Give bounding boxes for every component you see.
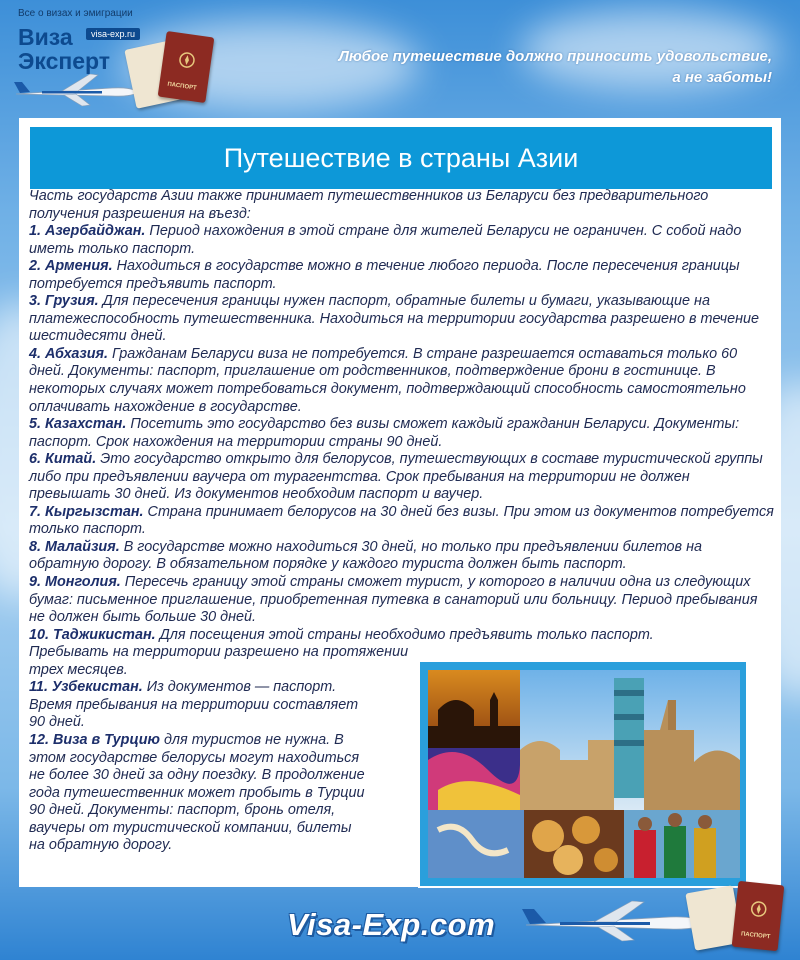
item-text: для туристов не нужна. В [159, 731, 344, 748]
passport-icon: ПАСПОРТ [158, 31, 215, 103]
item-label: 10. Таджикистан. [29, 626, 156, 643]
slogan-line-1: Любое путешествие должно приносить удовольствие, [338, 48, 772, 65]
item-label: 5. Казахстан. [29, 416, 127, 433]
list-item [29, 504, 775, 539]
item-text: В государстве можно находиться 30 дней, но только при предъявлении билетов на обратную дорогу. В обязательном порядке у каждого туриста должен быть паспорт. [29, 538, 702, 573]
item-text-line: года путешественник может пробыть в Турции [29, 784, 365, 801]
list-item [29, 293, 775, 346]
airplane-icon [520, 895, 710, 945]
item-label-link[interactable]: 12. Виза в Турцию [29, 731, 160, 748]
item-text-line: на обратную дорогу. [29, 837, 173, 854]
item-text-continued: трех месяцев. [29, 661, 128, 678]
site-footer [0, 887, 800, 960]
list-item [29, 223, 775, 258]
list-item [29, 258, 775, 293]
item-text: Посетить это государство без визы сможет каждый гражданин Беларуси. Документы: паспорт. Срок нахождения на территории страны 90 дней. [29, 416, 740, 450]
airplane-icon [12, 70, 142, 110]
item-text-line: этом государстве белорусы могут находиться [29, 749, 360, 766]
item-text: Для пересечения границы нужен паспорт, обратные билеты и бумаги, указывающие на платежеспособность путешественника. Находиться на территории государства разрешено в течение шестидесяти дней. [29, 293, 760, 345]
site-logo[interactable] [12, 22, 227, 110]
item-label: 7. Кыргызстан. [29, 503, 144, 520]
item-text: Это государство открыто для белорусов, путешествующих в составе туристической группы либо при предъявлении ваучера от турагентства. Срок пребывания на территории не должен превышать 30 дней. Из документов необходим паспорт и ваучер. [29, 451, 763, 503]
footer-site-logo[interactable]: Visa-Exp.com [287, 907, 496, 942]
item-text: Для посещения этой страны необходимо предъявить только паспорт. Пребывать на территории разрешено на протяжении [29, 626, 654, 661]
item-text: Период нахождения в этой стране для жителей Беларуси не ограничен. С собой надо иметь только паспорт. [29, 223, 742, 257]
list-item [29, 539, 775, 574]
header-slogan [339, 46, 772, 88]
asia-photo-collage [418, 660, 748, 888]
site-header [0, 0, 800, 120]
logo-url-badge: visa-exp.ru [86, 28, 140, 40]
item-text: Из документов — паспорт. [142, 679, 337, 696]
list-item [29, 346, 775, 416]
logo-word-viza: Виза [18, 24, 73, 50]
slogan-line-2: а не заботы! [672, 69, 772, 86]
item-label: 9. Монголия. [29, 574, 121, 591]
list-item [29, 574, 775, 627]
list-item [29, 627, 669, 662]
passport-icon: ПАСПОРТ [732, 881, 785, 951]
article-title: Путешествие в страны Азии [30, 127, 772, 189]
item-text-line: ваучеры от туристической компании, билеты [29, 819, 352, 836]
item-text: Находиться в государстве можно в течение любого периода. После пересечения границы потребуется предъявить паспорт. [29, 258, 740, 292]
item-text-line: 90 дней. Документы: паспорт, бронь отеля, [29, 802, 336, 819]
item-label: 1. Азербайджан. [29, 223, 146, 240]
item-label: 6. Китай. [29, 451, 97, 468]
item-label: 3. Грузия. [29, 293, 99, 310]
header-tagline: Все о визах и эмиграции [18, 8, 133, 19]
item-text: Пересечь границу этой страны сможет турист, у которого в наличии одна из следующих бумаг: письменное приглашение, приобретенная путевка в санаторий или больницу. Период пребывания не должен быть больше 30 дней. [29, 574, 758, 626]
item-text-line: Время пребывания на территории составляет [29, 696, 359, 713]
item-text-line: 90 дней. [29, 714, 85, 731]
logo-word-expert: Эксперт [18, 48, 111, 74]
item-text: Гражданам Беларуси виза не потребуется. В стране разрешается оставаться только 60 дней. Документы: паспорт, приглашение от родственников, подтверждение брони в гостинице. В некоторых случаях может потребоваться документ, подтверждающий способность самостоятельно оплачивать нахождение в государстве. [29, 345, 746, 415]
list-item [29, 416, 775, 451]
collage-image [428, 670, 740, 878]
item-label: 4. Абхазия. [29, 345, 109, 362]
article-intro: Часть государств Азии также принимает путешественников из Беларуси без предварительного получения разрешения на въезд: [29, 188, 709, 222]
list-item [29, 451, 775, 504]
item-text: Страна принимает белорусов на 30 дней без визы. При этом из документов потребуется только паспорт. [29, 503, 774, 538]
item-label: 11. Узбекистан. [29, 679, 143, 696]
item-label: 8. Малайзия. [29, 538, 120, 555]
item-text-line: не более 30 дней за одну поездку. В продолжение [29, 767, 365, 784]
item-label: 2. Армения. [29, 258, 113, 275]
